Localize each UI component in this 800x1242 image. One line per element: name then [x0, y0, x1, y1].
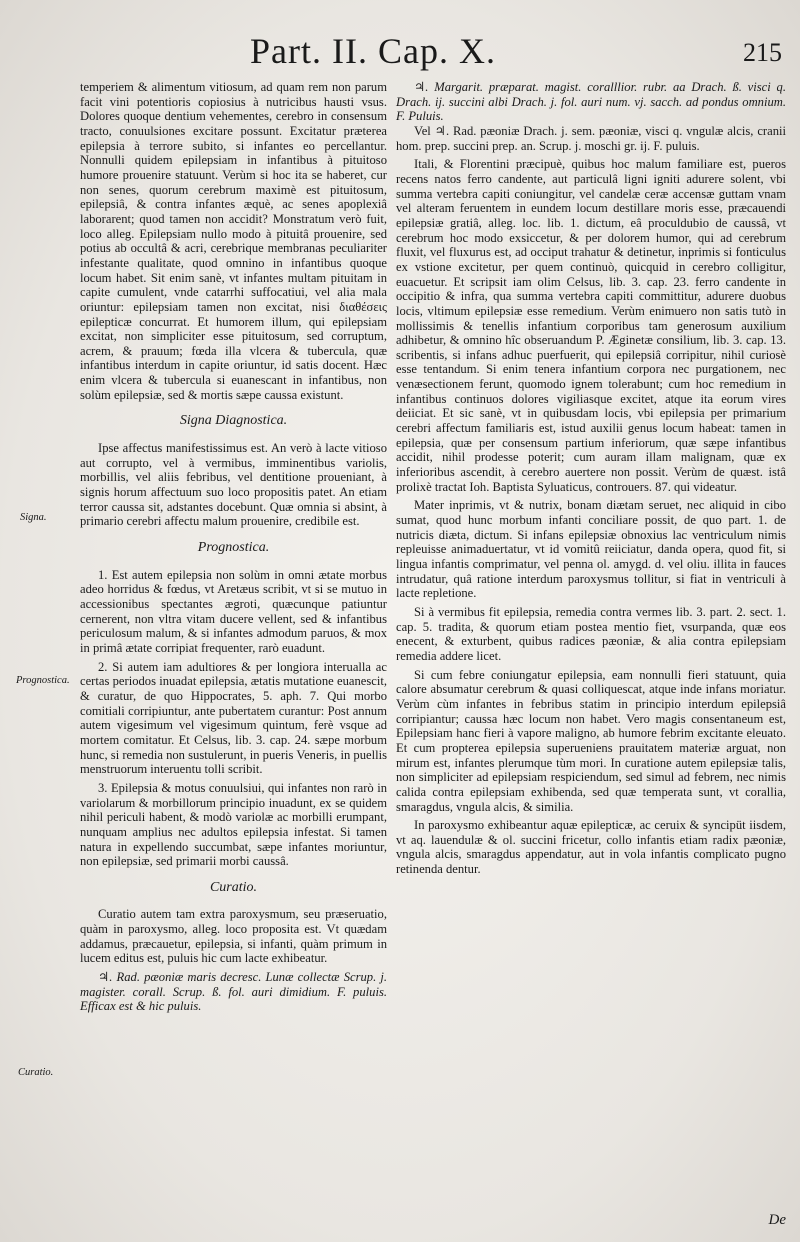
- paragraph-signa: Ipse affectus manifestissimus est. An verò à lacte vitioso aut corrupto, vel à vermibus, imminentibus variolis, morbillis, vel aliis febribus, vel dentitione proueniant, à signis horum affectuum suo loco propositis patet. An etiam terror caussa sit, adstantes docebunt. Quæ omnia si absint, à primario cerebri affectu malum prouenire, credibile est.: [80, 441, 387, 529]
- paragraph-recipe: ♃. Rad. pæoniæ maris decresc. Lunæ collectæ Scrup. j. magister. corall. Scrup. ß. fol. auri dimidium. F. puluis. Efficax est & hic puluis.: [80, 970, 387, 1014]
- margin-note-curatio: Curatio.: [18, 1067, 54, 1078]
- paragraph-prognostica-3: 3. Epilepsia & motus conuulsiui, qui infantes non rarò in variolarum & morbillorum principio inuadunt, ex se quidem nihil periculi habent, & modò variolæ ac morbilli erumpant, nunquam amplius nec adultos epilepsia infestat. Si tamen natura in expellendo succumbat, sæpe infantes moriuntur, non epilepsiæ, sed primarii morbi caussâ.: [80, 780, 387, 869]
- paragraph-itali: Itali, & Florentini præcipuè, quibus hoc malum familiare est, pueros recens natos ferro candente, aut particulâ ligni igniti adurere solent, vbi summa vertebra capiti coniungitur, vel candelæ ceræ accensæ guttam vnam vel alteram feruentem in eundem locum destillare moris esse, præcauendi epilepsiæ gratiâ, alleg. loc. lib. 1. dictum, eâ proculdubio de caussâ, vt cerebrum hoc modo exsiccetur, & per dolorem humor, qui ad cerebrum fluxit, vel fluxurus est, ad occiput trahatur & detinetur, inprimis si fonticulus ex vstione excitetur, per quem continuò, quicquid in cerebro colligitur, euacuetur. Et scripsit iam olim Celsus, lib. 3. cap. 23. ferro candente in occipitio & infra, qua summa vertebra capiti committitur, adurere duobus locis, vltimum epilepsiæ esse remedium. Verùm enimuero non satis tutò in mollissimis & tenellis infantium corporibus tam generosum auxilium adhibetur, & omnino hîc obseruandum P. Æginetæ consilium, lib. 3. cap. 13. scribentis, si infans adhuc puerfuerit, qui epilepsiâ corripitur, nihil curiosè esse tentandum. Si enim tenera infantium corpora nec purgationem, nec venæsectionem ferunt, quomodo ignem tolerabunt; cum hoc remedium in infantibus continuos dolores vigiliasque excitet, atque ita eorum vires deiiciat. Et sic sanè, vt in quibusdam locis, vbi epilepsia per primarium cerebri affectum familiaris est, istud auxilii genus locum habeat: tamen in epilepsia, quæ per consensum partium inferiorum, quæ sæpe infantibus accidit, nihil prodesse poterit; cum auram illam malignam, quæ ex inferioribus ascendit, à cerebro auertere non possit. Verùm de quæst. istâ prolixè tractat Ioh. Baptista Syluaticus, controuers. 87. qui videatur.: [396, 157, 786, 494]
- paragraph-mater: Mater inprimis, vt & nutrix, bonam diætam seruet, nec aliquid in cibo sumat, quod hunc morbum infanti conciliare possit, de quo part. 1. de nutricis diæta, dictum. Si infans epilepsiæ obnoxius lac ventriculum nimis repleuisse animaduertatur, vt id vomitû reiiciatur, danda opera, quod fit, si lingua infantis comprimatur, vel penna ol. amygd. d. vel oliu. illita in fauces intrudatur, quâ ratione interdum paroxysmus tollitur, si fiat in ventriculi à lacte repletione.: [396, 498, 786, 601]
- paragraph-recipe-paeonia: Vel ♃. Rad. pæoniæ Drach. j. sem. pæoniæ, visci q. vngulæ alcis, cranii hom. prep. succini prep. an. Scrup. j. moschi gr. ij. F. puluis.: [396, 123, 786, 153]
- heading-curatio: Curatio.: [209, 879, 258, 895]
- running-head: Part. II. Cap. X.: [250, 31, 496, 71]
- paragraph-prognostica-2: 2. Si autem iam adultiores & per longiora interualla ac certas periodos inuadat epilepsia, ætatis mutatione euanescit, & curatur, de quo Hippocrates, 5. aph. 7. Qui morbo comitiali corripiuntur, ante pubertatem curantur: Post annum autem vigesimum vel vigesimum quintum, ferè vsque ad mortem comitatur. Et Celsus, lib. 3. cap. 24. sæpe morbum hunc, si remedia non sustulerunt, in pueris Veneris, in puellis menstruorum interuentu tolli scribit.: [80, 659, 387, 777]
- paragraph-febris: Si cum febre coniungatur epilepsia, eam nonnulli fieri statuunt, quia calore absumatur cerebrum & quasi colliquescat, atque inde infans moriatur. Verùm cùm infantes in febribus statim in principio interdum epilepsiâ corripiantur; caussa hæc locum non habet. Vero magis consentaneum est, Epilepsiam hanc fieri à vapore maligno, ab humore febrim excitante eleuato. Et cum propterea epilepsia superueniens prauitatem materiæ arguat, non mirum est, infantes plerumque tùm mori. In curatione autem epilepsiæ talis, non simpliciter ad epilepsiam respiciendum, sed simul ad febrem, nec nimis calida contra epilepsiam exhibenda, sed quæ temperata sunt, vt corallia, smaragdus, vngula alcis, & similia.: [396, 667, 786, 814]
- page-number: 215: [743, 38, 782, 67]
- paragraph-prognostica-1: 1. Est autem epilepsia non solùm in omni ætate morbus adeo horridus & fœdus, vt Aretæus scribit, vt si se mutuo in accessionibus spectantes ægroti, quæcunque patiuntur cernerent, non vltra vitam ducere vellent, sed & infantibus periculosum malum, & si infantes admodum paruos, & mox in primâ ætate corripiat frequenter, rarò euadunt.: [80, 567, 387, 655]
- heading-signa-diagnostica: Signa Diagnostica.: [179, 413, 288, 429]
- heading-prognostica: Prognostica.: [197, 540, 270, 556]
- paragraph-vermes: Si à vermibus fit epilepsia, remedia contra vermes lib. 3. part. 2. sect. 1. cap. 5. tradita, & quorum etiam postea mentio fiet, vsurpanda, quæ eos enecent, & exturbent, quibus radices pæoniæ, & alia contra epilepsiam remedia addere licet.: [396, 604, 786, 663]
- paragraph-paroxysmo: In paroxysmo exhibeantur aquæ epilepticæ, ac ceruix & syncipüt iisdem, vt aq. lauendulæ & ol. succini fricetur, collo infantis etiam radix pæoniæ, vngula alcis, smaragdus appendatur, aut in vola infantis complicato pugno retinenda dentur.: [396, 818, 786, 877]
- paragraph-opening: temperiem & alimentum vitiosum, ad quam rem non parum facit vini potentioris copiosius à nutricibus hausti vsus. Dolores quoque dentium vehementes, cerebro in consensum tracto, conuulsiones excitare possunt. Excitatur præterea epilepsia à terrore subito, si infantes eo percellantur. Nonnulli quidem epilepsiam in infantibus à pituitoso humore prouenire statuunt. Verùm si hoc ita se haberet, cur non senes, quorum cerebrum maximè est pituitosum, epilepsiâ, & contra infantes æquè, ac senes apoplexiâ laborarent; quod tamen non accidit? Monstratum verò fuit, loco alleg. Epilepsiam nullo modo à pituitâ prouenire, sed potius ab occultâ & acri, cerebrique membranas peculiariter infestante qualitate, quod omnino in infantibus quoque locum habet. Sit enim sanè, vt infantes multam pituitam in capite cumulent, vnde catarrhi suffocatiui, vel alia mala oriuntur: epilepsiam tamen non excitat, nisi διαθέσεις epilepticæ concurrat. Et humorem illum, qui epilepsiam excitat, non simpliciter esse pituitosum, sed corruptum, acrem, & prauum; fœda illa vlcera & tubercula, quæ infantibus interdum in capite oriuntur, id satis docent. Hæc enim vlcera & tubercula si euanescant in infantibus, non solùm epilepsiæ, sed & mortis sæpe caussa existunt.: [80, 80, 387, 402]
- page-header: [0, 30, 800, 76]
- margin-note-prognostica: Prognostica.: [16, 675, 70, 686]
- margin-note-signa: Signa.: [20, 512, 47, 523]
- right-column: [396, 80, 786, 877]
- left-column: [80, 80, 387, 1014]
- paragraph-curatio: Curatio autem tam extra paroxysmum, seu præseruatio, quàm in paroxysmo, alleg. loco proposita est. Vt quædam addamus, præcauetur, epilepsia, si infanti, quàm primum in lucem editus est, puluis hic cum lacte exhibeatur.: [80, 907, 387, 966]
- paragraph-recipe-margarit: ♃. Margarit. præparat. magist. coralllior. rubr. aa Drach. ß. visci q. Drach. ij. succini albi Drach. j. fol. auri num. vj. sacch. ad pondus omnium. F. Puluis.: [396, 80, 786, 124]
- catchword: De: [768, 1212, 786, 1228]
